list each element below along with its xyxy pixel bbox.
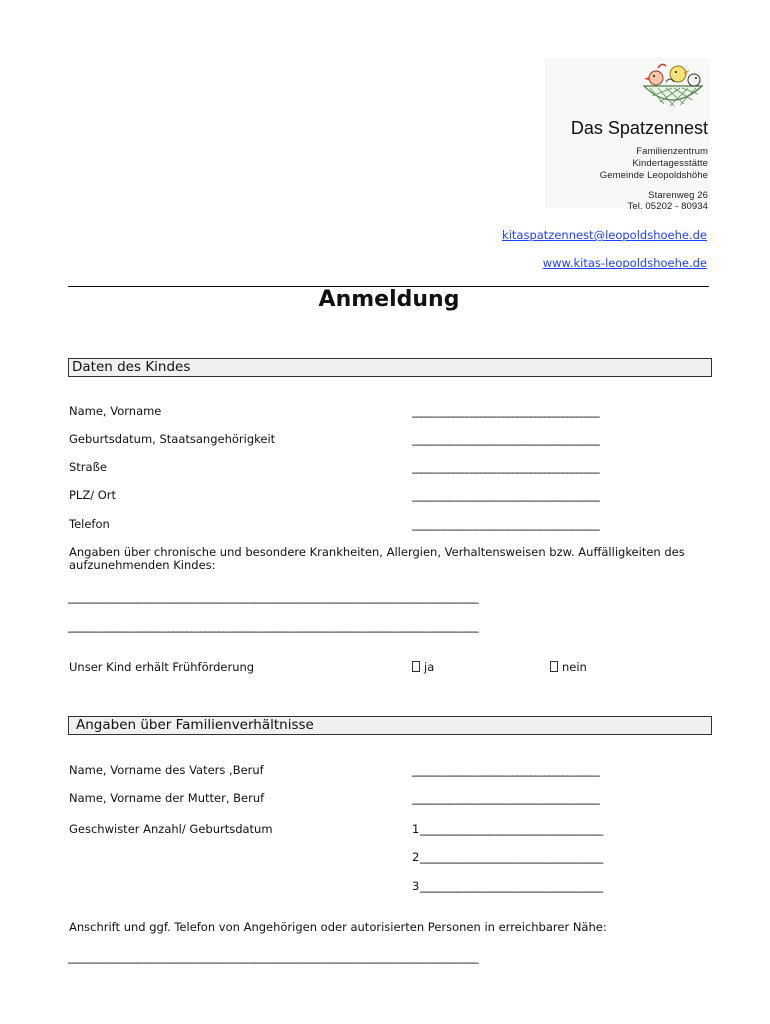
field-label-city: PLZ/ Ort xyxy=(69,488,117,502)
website-link[interactable]: www.kitas-leopoldshoehe.de xyxy=(542,256,707,270)
address-line: Starenweg 26 xyxy=(648,190,708,201)
section-heading-family: Angaben über Familienverhältnisse xyxy=(68,716,712,735)
checkbox-yes-label: ja xyxy=(424,660,435,674)
field-label-father: Name, Vorname des Vaters ,Beruf xyxy=(69,763,264,777)
org-line: Gemeinde Leopoldshöhe xyxy=(599,170,708,181)
illness-blank-2[interactable]: __________________________________________________________________________________________ xyxy=(68,619,478,633)
sibling-number: 1 xyxy=(412,822,420,836)
sibling-blank-1[interactable]: ________________________________________ xyxy=(420,822,603,836)
sibling-blank-2[interactable]: ________________________________________ xyxy=(420,850,603,864)
page-title: Anmeldung xyxy=(318,287,460,312)
checkbox-yes[interactable] xyxy=(412,660,434,674)
checkbox-no[interactable] xyxy=(550,660,587,674)
field-blank-birthdate[interactable]: _________________________________________ xyxy=(412,432,599,446)
field-label-street: Straße xyxy=(69,460,107,474)
field-blank-city[interactable]: _________________________________________ xyxy=(412,488,599,502)
field-label-siblings: Geschwister Anzahl/ Geburtsdatum xyxy=(69,822,273,836)
field-blank-father[interactable]: _________________________________________ xyxy=(412,763,599,777)
email-link[interactable]: kitaspatzennest@leopoldshoehe.de xyxy=(502,228,707,242)
org-name: Das Spatzennest xyxy=(570,118,708,138)
spatzennest-logo xyxy=(636,58,708,110)
field-blank-name[interactable]: _________________________________________ xyxy=(412,404,599,418)
field-label-mother: Name, Vorname der Mutter, Beruf xyxy=(69,791,265,805)
illness-question: Angaben über chronische und besondere Krankheiten, Allergien, Verhaltensweisen bzw. Auffälligkeiten des aufzunehmenden Kindes: xyxy=(69,545,685,572)
org-line: Kindertagesstätte xyxy=(632,158,708,169)
phone-line: Tel. 05202 - 80934 xyxy=(627,201,708,212)
field-blank-street[interactable]: _________________________________________ xyxy=(412,460,599,474)
org-line: Familienzentrum xyxy=(636,146,708,157)
checkbox-no-label: nein xyxy=(562,660,587,674)
illness-blank-1[interactable]: __________________________________________________________________________________________ xyxy=(68,590,478,604)
field-blank-mother[interactable]: _________________________________________ xyxy=(412,791,599,805)
contacts-blank[interactable]: __________________________________________________________________________________________ xyxy=(68,950,478,964)
field-label-birthdate: Geburtsdatum, Staatsangehörigkeit xyxy=(69,432,276,446)
field-label-name: Name, Vorname xyxy=(69,404,162,418)
contacts-question: Anschrift und ggf. Telefon von Angehörigen oder autorisierten Personen in erreichbarer Nähe: xyxy=(69,920,607,934)
section-heading-child: Daten des Kindes xyxy=(68,358,712,377)
checkbox-icon xyxy=(550,661,558,672)
field-label-phone: Telefon xyxy=(69,517,110,531)
sibling-number: 3 xyxy=(412,879,420,893)
checkbox-icon xyxy=(412,661,420,672)
sibling-number: 2 xyxy=(412,850,420,864)
field-blank-phone[interactable]: _________________________________________ xyxy=(412,517,599,531)
sibling-blank-3[interactable]: ________________________________________ xyxy=(420,879,603,893)
early-support-label: Unser Kind erhält Frühförderung xyxy=(69,660,255,674)
